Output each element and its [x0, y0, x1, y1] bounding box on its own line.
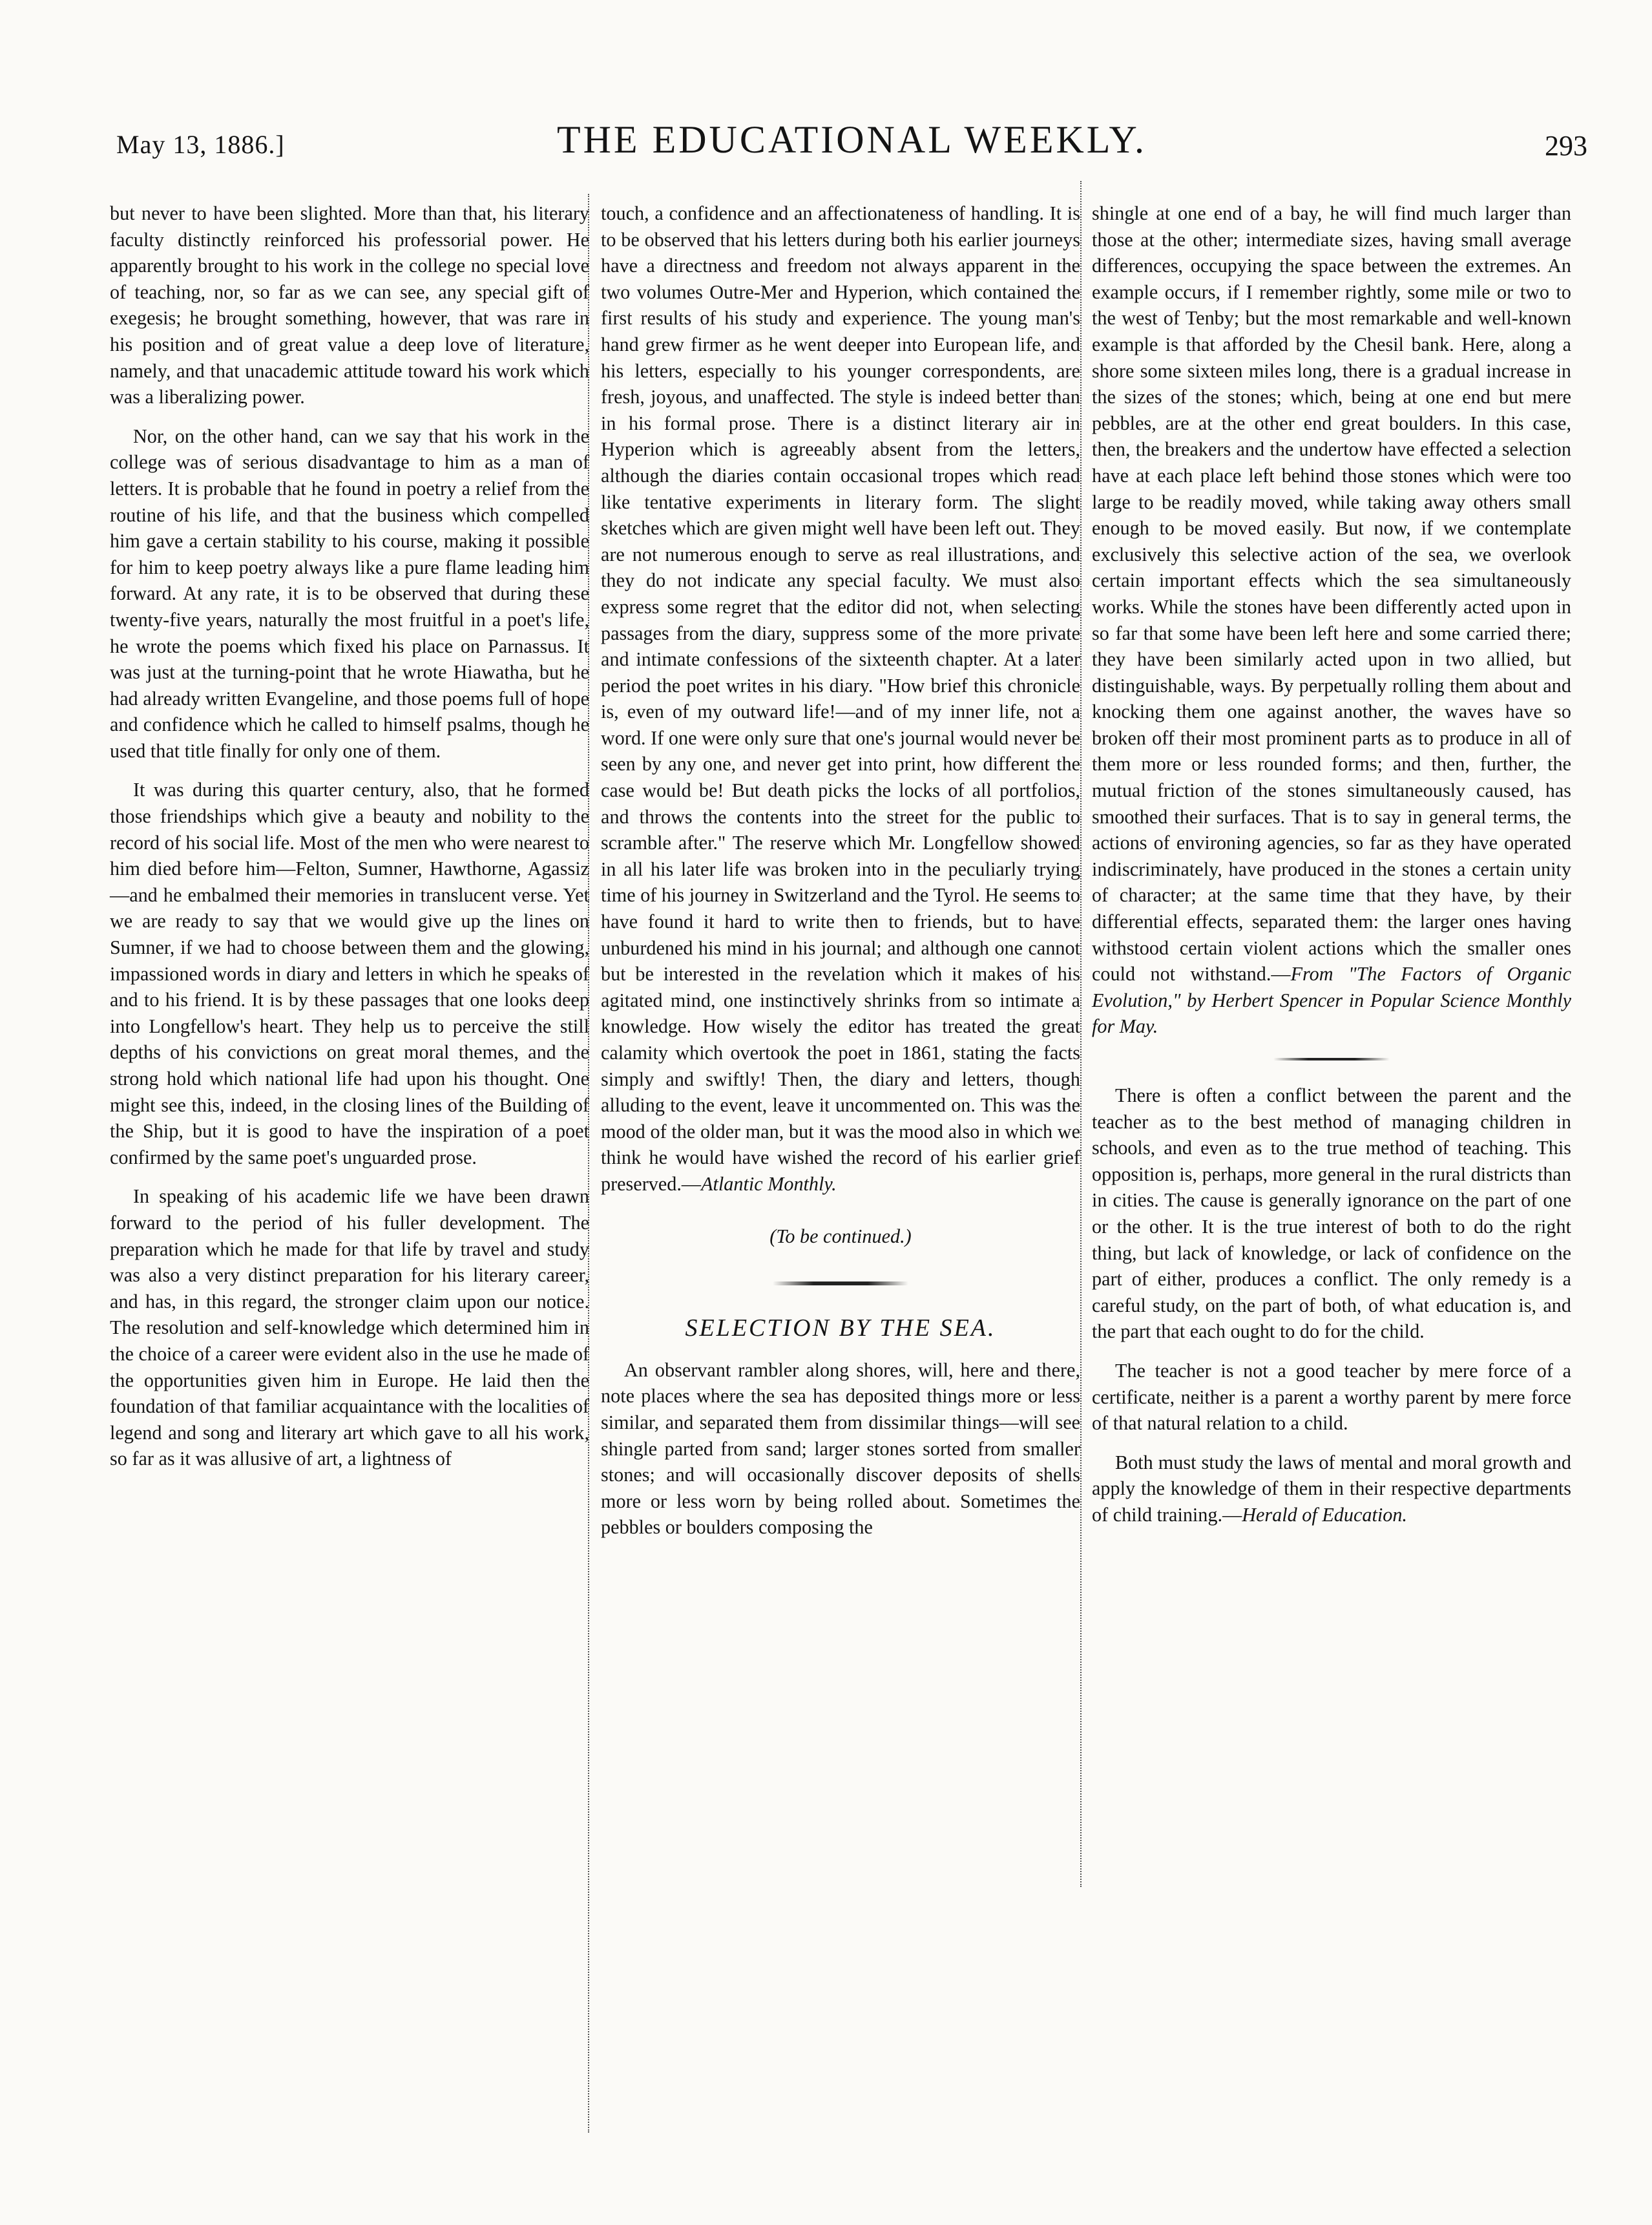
paragraph-text: shingle at one end of a bay, he will find much larger than those at the other; intermediate sizes, having small average differences, occupying the space between the extremes. An example occurs, if I remember rightly, some mile or two to the west of Tenby; but the most remarkable and well-known example is that afforded by the Chesil bank. Here, along a shore some sixteen miles long, there is a gradual increase in the sizes of the stones; which, being at one end but mere pebbles, are at the other end great boulders. In this case, then, the breakers and the undertow have effected a selection have at each place left behind those stones which were too large to be readily moved, while taking away others small enough to be moved easily. But now, if we contemplate exclusively this selective action of the sea, we overlook certain important effects which the sea simultaneously works. While the stones have been differently acted upon in so far that some have been left here and some carried there; they have been similarly acted upon in two allied, but distinguishable, ways. By perpetually rolling them about and knocking them one against another, the waves have so broken off their most prominent parts as to produce in all of them more or less rounded forms; and then, further, the mutual friction of the stones simultaneously caused, has smoothed their surfaces. That is to say in general terms, the actions of environing agencies, so far as they have operated indiscriminately, have produced in the stones a certain unity of character; at the same time that they have, by their differential effects, separated them: the larger ones having withstood certain violent actions which the smaller ones could not withstand.—: [1092, 202, 1571, 986]
paragraph: [601, 200, 1080, 1197]
page-number: 293: [1545, 130, 1587, 162]
paragraph: but never to have been slighted. More than that, his literary faculty distinctly reinforced his professorial power. He apparently brought to his work in the college no special love of teaching, nor, so far as we can see, any special gift of exegesis; he brought something, however, that was rare in his position and of great value a deep love of literature, namely, and that unacademic attitude toward his work which was a liberalizing power.: [110, 202, 589, 408]
source-citation: From "The Factors of Organic Evolution," by Herbert Spencer in Popular Science Monthly for May.: [1092, 963, 1571, 1038]
paragraph: There is often a conflict between the parent and the teacher as to the best method of managing children in schools, and even as to the true method of teaching. This opposition is, perhaps, more general in the rural districts than in cities. The cause is generally ignorance on the part of one or the other. It is the true interest of both to do the right thing, but lack of knowledge, or lack of confidence on the part of either, produces a conflict. The only remedy is a careful study, on the part of both, of what education is, and the part that each ought to do for the child.: [1092, 1084, 1571, 1343]
column-divider: [1080, 181, 1082, 1887]
paragraph-text: touch, a confidence and an affectionateness of handling. It is to be observed that his letters during both his earlier journeys have a directness and freedom not always apparent in the two volumes Outre-Mer and Hyperion, which contained the first results of his study and experience. The young man's hand grew firmer as he went deeper into European life, and his letters, especially to his younger correspondents, are fresh, joyous, and unaffected. The style is indeed better than in his formal prose. There is a distinct literary air in Hyperion which is agreeably absent from the letters, although the diaries contain occasional tropes which read like tentative experiments in literary form. The slight sketches which are given might well have been left out. They are not numerous enough to serve as real illustrations, and they do not indicate any special faculty. We must also express some regret that the editor did not, when selecting passages from the diary, suppress some of the more private and intimate confessions of the sixteenth chapter. At a later period the poet writes in his diary. "How brief this chronicle is, even of my outward life!—and of my inner life, not a word. If one were only sure that one's journal would never be seen by any one, and never get into print, how different the case would be! But death picks the locks of all portfolios, and throws the contents into the street for the public to scramble after." The reserve which Mr. Longfellow showed in all his later life was broken into in the peculiarly trying time of his journey in Switzerland and the Tyrol. He seems to have found it hard to write then to friends, but to have unburdened his mind in his journal; and although one cannot but be interested in the revelation which it makes of his agitated mind, one instinctively shrinks from so intimate a knowledge. How wisely the editor has treated the great calamity which overtook the poet in 1861, stating the facts simply and swiftly! Then, the diary and letters, though alluding to the event, leave it uncommented on. This was the mood of the older man, but it was the mood also in which we think he would have wished the record of his earlier grief preserved.—: [601, 202, 1080, 1195]
paragraph: In speaking of his academic life we have been drawn forward to the period of his fuller development. The preparation which he made for that life by travel and study was also a very distinct preparation for his literary career, and has, in this regard, the stronger claim upon our notice. The resolution and self-knowledge which determined him in the choice of a career were evident also in the use he made of the opportunities given him in Europe. He laid then the foundation of that familiar acquaintance with the localities of legend and song and literary art which gave to all his work, so far as it was allusive of art, a lightness of: [110, 1185, 589, 1470]
column-3: [1092, 200, 1571, 1541]
paragraph: Nor, on the other hand, can we say that his work in the college was of serious disadvantage to him as a man of letters. It is probable that he found in poetry a relief from the routine of his life, and that the business which compelled him gave a certain stability to his course, making it possible for him to keep poetry always like a pure flame leading him forward. At any rate, it is to be observed that during these twenty-five years, naturally the most fruitful in a poet's life, he wrote the poems which fixed his place on Parnassus. It was just at the turning-point that he wrote Hiawatha, but he had already written Evangeline, and those poems full of hope and confidence which he called to himself psalms, though he used that title finally for only one of them.: [110, 425, 589, 762]
paragraph: An observant rambler along shores, will, here and there, note places where the sea has deposited things more or less similar, and separated them from dissimilar things—will see shingle parted from sand; larger stones sorted from smaller stones; and will occasionally discover deposits of shells more or less worn by being rolled about. Sometimes the pebbles or boulders composing the: [601, 1358, 1080, 1539]
paragraph: [1092, 1450, 1571, 1528]
column-2: [601, 200, 1080, 1554]
source-citation: Herald of Education.: [1242, 1503, 1407, 1526]
paragraph: It was during this quarter century, also, that he formed those friendships which give a beauty and nobility to the record of his social life. Most of the men who were nearest to him died before him—Felton, Sumner, Hawthorne, Agassiz—and he embalmed their memories in translucent verse. Yet we are ready to say that we would give up the lines on Sumner, if we had to choose between them and the glowing, impassioned words in diary and letters in which he speaks of and to his friend. It is by these passages that one looks deep into Longfellow's heart. They help us to perceive the still depths of his convictions on great moral themes, and the strong hold which national life had upon his thought. One might see this, indeed, in the closing lines of the Building of the Ship, but it is good to have the inspiration of a poet confirmed by the same poet's unguarded prose.: [110, 779, 589, 1168]
paragraph-text: Both must study the laws of mental and moral growth and apply the knowledge of them in their respective departments of child training.—: [1092, 1451, 1571, 1526]
issue-date: May 13, 1886.]: [116, 130, 285, 159]
source-citation: Atlantic Monthly.: [701, 1172, 837, 1195]
section-heading: SELECTION BY THE SEA.: [685, 1314, 996, 1342]
paragraph: [1092, 200, 1571, 1040]
section-divider: [1273, 1058, 1390, 1060]
continued-note: (To be continued.): [769, 1225, 912, 1247]
section-divider: [773, 1281, 908, 1285]
paragraph: The teacher is not a good teacher by mere force of a certificate, neither is a parent a worthy parent by mere force of that natural relation to a child.: [1092, 1359, 1571, 1435]
publication-title: THE EDUCATIONAL WEEKLY.: [556, 118, 1147, 161]
column-1: [110, 200, 589, 1485]
page-header: [116, 118, 1587, 169]
